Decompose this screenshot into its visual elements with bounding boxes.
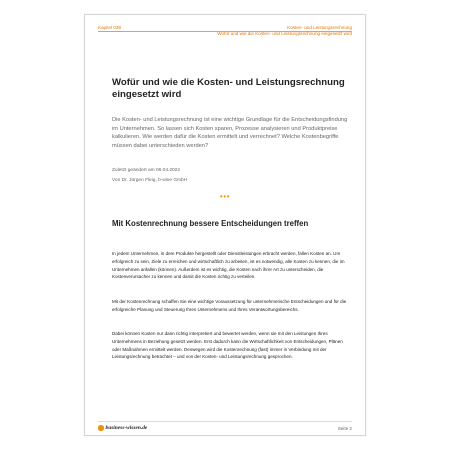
- document-page: [84, 14, 366, 436]
- footer-divider: [98, 421, 352, 422]
- logo-dot-icon: [98, 425, 104, 431]
- paragraph: Dabei können Kosten nur dann richtig interpretiert und bewertet werden, wenn sie mit den Leistungen Ihres Unternehmens in Beziehung gesetzt werden. Erst dadurch kann die Wirtschaftlichkeit von Entscheidungen, Plänen oder Maßnahmen ermittelt werden. Deswegen wird die Kostenrechnung (fast) immer in Verbindung mit der Leistungsrechnung betrachtet – und von der Kosten- und Leistungsrechnung gesprochen.: [112, 331, 343, 360]
- brand-logo: [98, 425, 147, 431]
- article-intro: Die Kosten- und Leistungsrechnung ist eine wichtige Grundlage für die Entscheidungsfindung im Unternehmen. So lassen sich Kosten sparen, Prozesse analysieren und Produktpreise kalkulieren. Wie werden dafür die Kosten ermittelt und verrechnet? Welche Kostenbegriffe müssen dabei unterschieden werden?: [112, 117, 348, 150]
- author-line: Von Dr. Jürgen Fleig, b-wise GmbH: [112, 178, 188, 183]
- chapter-label: Kapitel 039: [98, 25, 121, 30]
- updated-date: Zuletzt geändert am 06.04.2022: [112, 168, 181, 173]
- header-divider: [98, 31, 352, 32]
- section-label: Kosten- und Leistungsrechnung: [287, 25, 352, 30]
- section-heading: Mit Kostenrechnung bessere Entscheidungen treffen: [112, 219, 309, 228]
- paragraph: Mit der Kostenrechnung schaffen Sie eine wichtige Voraussetzung für unternehmerische Entscheidungen und für die erfolgreiche Planung und Steuerung Ihres Unternehmens und Ihres Verantwortungsbereichs.: [112, 299, 347, 312]
- article-title: Wofür und wie die Kosten- und Leistungsrechnung eingesetzt wird: [112, 77, 345, 101]
- page-number: Seite 2: [337, 426, 352, 431]
- running-title: Wofür und wie die Kosten- und Leistungsrechnung eingesetzt wird: [217, 30, 352, 36]
- separator-dots: •••: [219, 192, 231, 201]
- logo-text: business-wissen.de: [105, 425, 148, 431]
- paragraph: In jedem Unternehmen, in dem Produkte hergestellt oder Dienstleistungen erbracht werden, fallen Kosten an. Um erfolgreich zu sein, Ziele zu erreichen und wirtschaftlich zu arbeiten, ist es notwendig, alle Kosten zu kennen, die im Unternehmen anfallen (können). Außerdem ist es wichtig, die Kosten nach ihrer Art zu unterscheiden, die Kostenverursacher zu kennen und damit die Kosten richtig zu verteilen.: [112, 251, 345, 280]
